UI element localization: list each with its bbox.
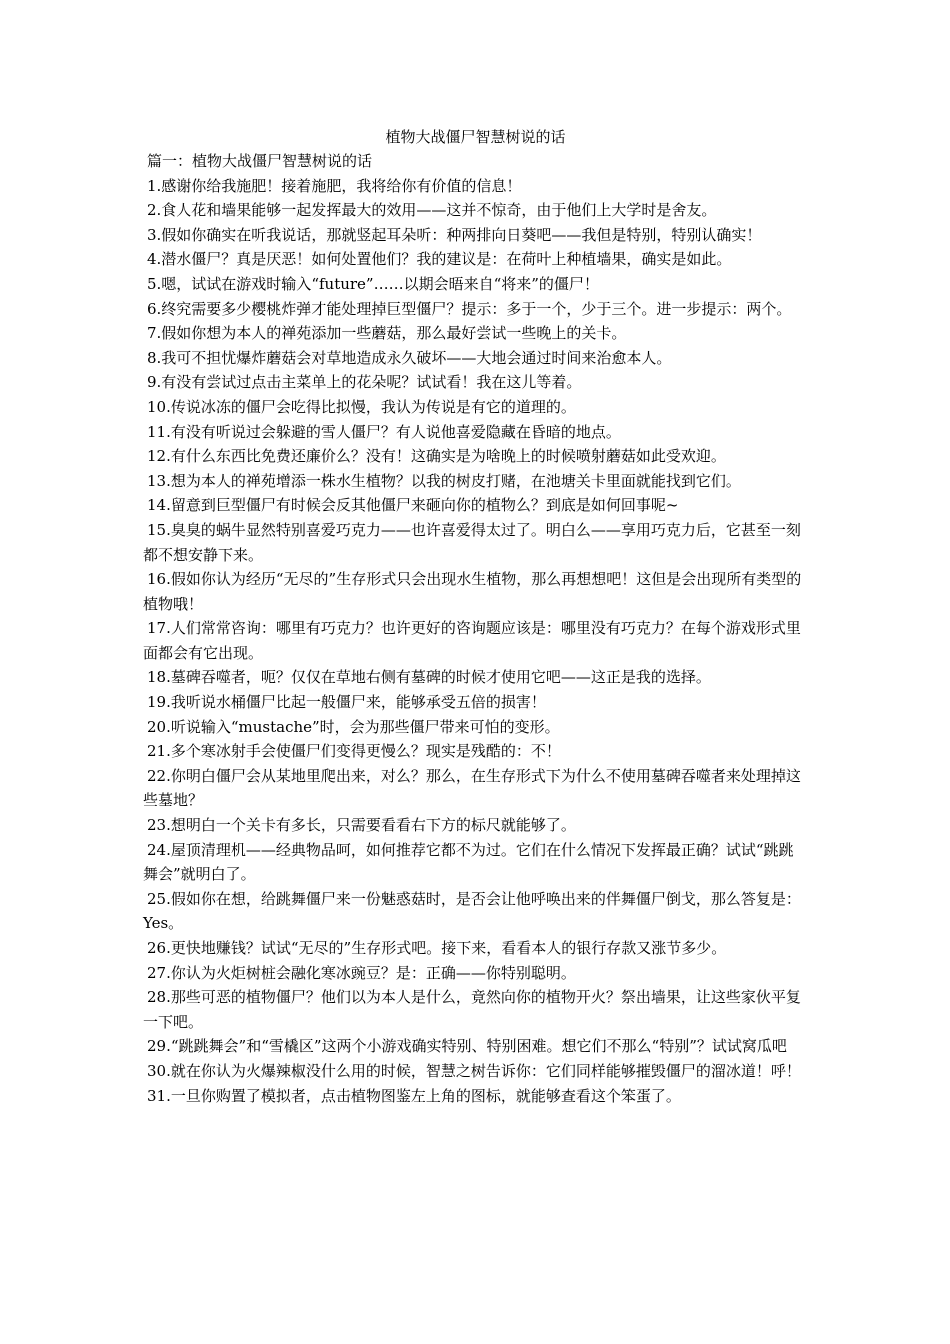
tip-paragraph: 22.你明白僵尸会从某地里爬出来，对么？那么，在生存形式下为什么不使用墓碑吞噬者来处理掉这些墓地？ (143, 766, 801, 810)
tip-paragraph: 13.想为本人的禅苑增添一株水生植物？以我的树皮打赌，在池塘关卡里面就能找到它们。 (147, 471, 741, 490)
tip-paragraph: 10.传说冰冻的僵尸会吃得比拟慢，我认为传说是有它的道理的。 (147, 397, 576, 416)
tip-paragraph: 3.假如你确实在听我说话，那就竖起耳朵听：种两排向日葵吧——我但是特别，特别认确实！ (147, 225, 762, 244)
tip-paragraph: 5.嗯，试试在游戏时输入“future”……以期会晤来自“将来”的僵尸！ (147, 274, 599, 293)
tip-paragraph: 6.终究需要多少樱桃炸弹才能处理掉巨型僵尸？提示：多于一个，少于三个。进一步提示：两个。 (147, 299, 792, 318)
paragraph-list (143, 149, 808, 1108)
tip-paragraph: 30.就在你认为火爆辣椒没什么用的时候，智慧之树告诉你：它们同样能够摧毁僵尸的溜冰道！呼！ (147, 1061, 801, 1080)
tip-paragraph: 25.假如你在想，给跳舞僵尸来一份魅惑菇时，是否会让他呼唤出来的伴舞僵尸倒戈，那么答复是：Yes。 (143, 889, 801, 933)
tip-paragraph: 17.人们常常咨询：哪里有巧克力？也许更好的咨询题应该是：哪里没有巧克力？在每个游戏形式里面都会有它出现。 (143, 619, 801, 662)
tip-paragraph: 23.想明白一个关卡有多长，只需要看看右下方的标尺就能够了。 (147, 816, 576, 835)
tip-paragraph: 1.感谢你给我施肥！接着施肥，我将给你有价值的信息！ (147, 176, 522, 195)
document-title: 植物大战僵尸智慧树说的话 (385, 128, 566, 146)
tip-paragraph: 12.有什么东西比免费还廉价么？没有！这确实是为啥晚上的时候喷射蘑菇如此受欢迎。 (147, 447, 726, 466)
tip-paragraph: 29.“跳跳舞会”和“雪橇区”这两个小游戏确实特别、特别困难。想它们不那么“特别”？试试窝瓜吧 (147, 1037, 787, 1056)
tip-paragraph: 7.假如你想为本人的禅苑添加一些蘑菇，那么最好尝试一些晚上的关卡。 (147, 324, 627, 343)
tip-paragraph: 2.食人花和墙果能够一起发挥最大的效用——这并不惊奇，由于他们上大学时是舍友。 (147, 201, 717, 220)
tip-paragraph: 15.臭臭的蜗牛显然特别喜爱巧克力——也许喜爱得太过了。明白么——享用巧克力后，它甚至一刻都不想安静下来。 (143, 520, 801, 564)
tip-paragraph: 24.屋顶清理机——经典物品呵，如何推荐它都不为过。它们在什么情况下发挥最正确？试试“跳跳舞会”就明白了。 (143, 840, 794, 884)
tip-paragraph: 9.有没有尝试过点击主菜单上的花朵呢？试试看！我在这儿等着。 (147, 373, 582, 392)
tip-paragraph: 4.潜水僵尸？真是厌恶！如何处置他们？我的建议是：在荷叶上种植墙果，确实是如此。 (147, 250, 732, 269)
tip-paragraph: 8.我可不担忧爆炸蘑菇会对草地造成永久破坏——大地会通过时间来治愈本人。 (147, 348, 672, 367)
tip-paragraph: 27.你认为火炬树桩会融化寒冰豌豆？是：正确——你特别聪明。 (147, 963, 576, 982)
tip-paragraph: 18.墓碑吞噬者，呃？仅仅在草地右侧有墓碑的时候才使用它吧——这正是我的选择。 (147, 668, 711, 687)
tip-paragraph: 16.假如你认为经历“无尽的”生存形式只会出现水生植物，那么再想想吧！这但是会出现所有类型的植物哦！ (143, 570, 802, 613)
document-body (143, 125, 808, 1108)
tip-paragraph: 26.更快地赚钱？试试“无尽的”生存形式吧。接下来，看看本人的银行存款又涨节多少。 (147, 939, 727, 957)
tip-paragraph: 28.那些可恶的植物僵尸？他们以为本人是什么，竟然向你的植物开火？祭出墙果，让这些家伙平复一下吧。 (143, 988, 801, 1031)
tip-paragraph: 11.有没有听说过会躲避的雪人僵尸？有人说他喜爱隐藏在昏暗的地点。 (147, 422, 621, 441)
tip-paragraph: 20.听说输入“mustache”时，会为那些僵尸带来可怕的变形。 (147, 717, 560, 736)
tip-paragraph: 19.我听说水桶僵尸比起一般僵尸来，能够承受五倍的损害！ (147, 693, 546, 712)
tip-paragraph: 14.留意到巨型僵尸有时候会反其他僵尸来砸向你的植物么？到底是如何回事呢~ (147, 496, 679, 515)
tip-paragraph: 21.多个寒冰射手会使僵尸们变得更慢么？现实是残酷的：不！ (147, 742, 561, 761)
tip-paragraph: 31.一旦你购置了模拟者，点击植物图鉴左上角的图标，就能够查看这个笨蛋了。 (147, 1086, 681, 1105)
section-heading: 篇一：植物大战僵尸智慧树说的话 (147, 152, 373, 170)
